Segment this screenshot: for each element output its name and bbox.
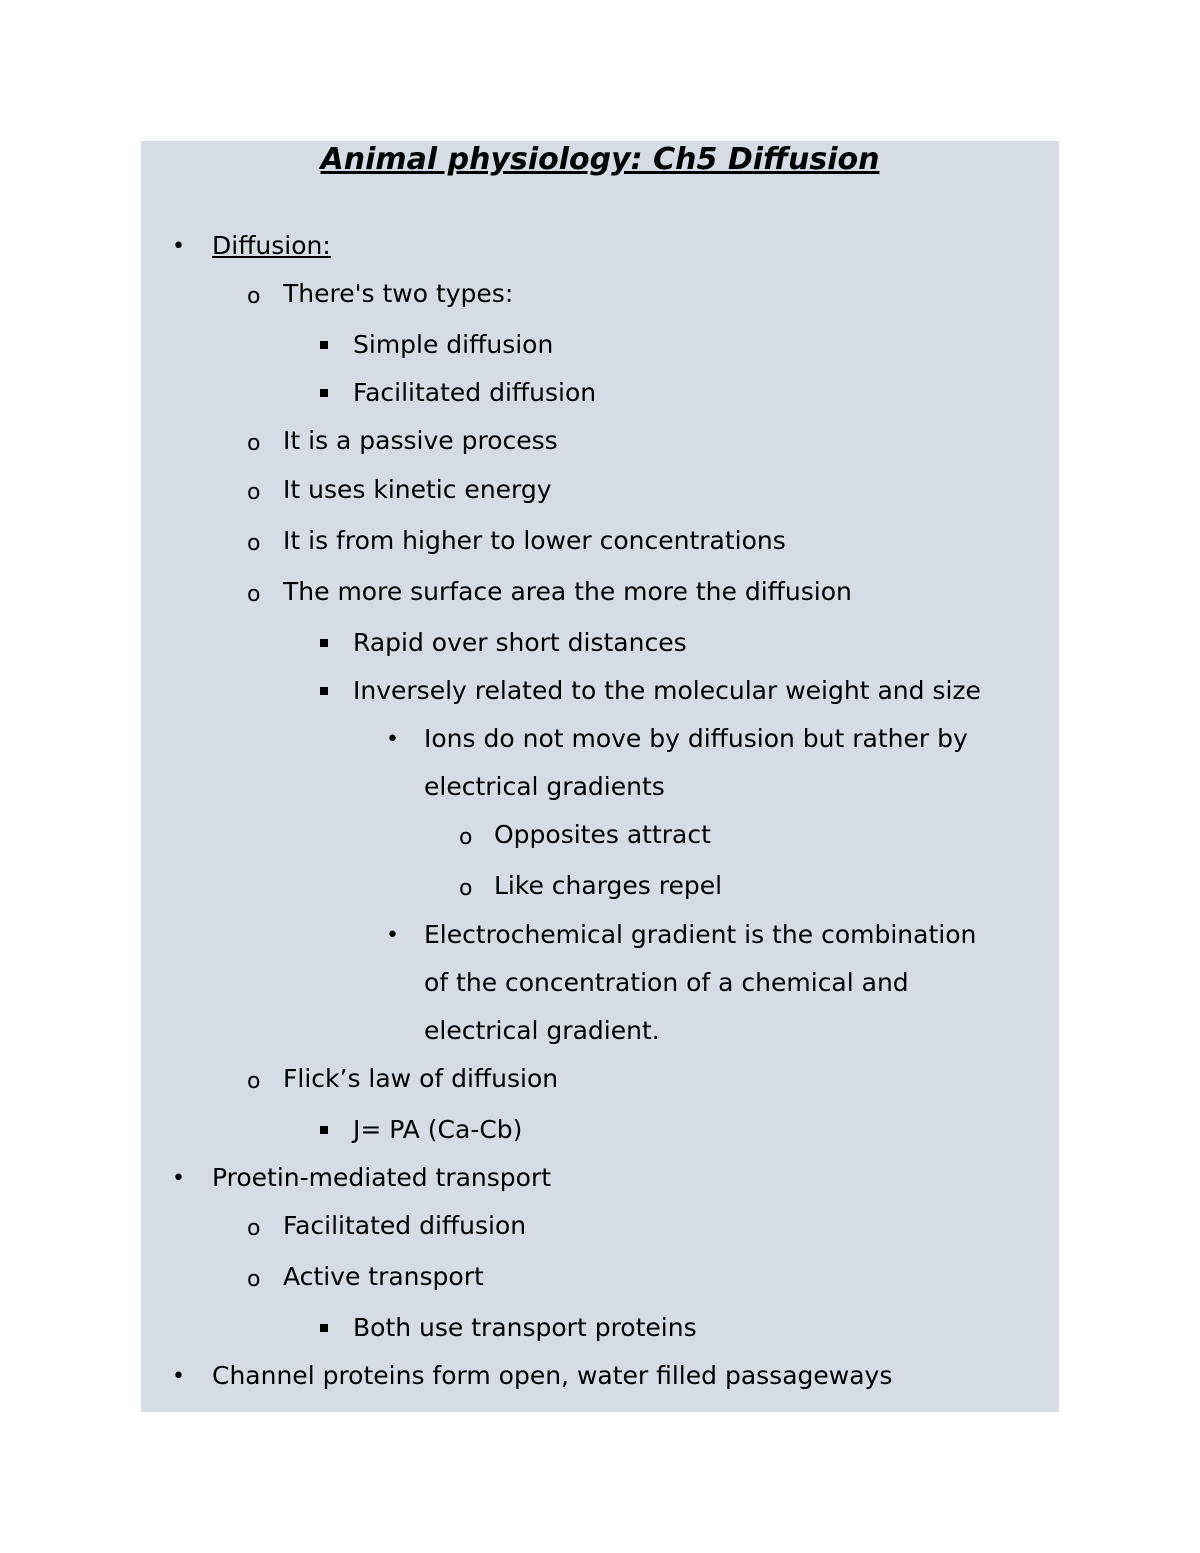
list-item: Ions do not move by diffusion but rather by: [424, 724, 968, 753]
bullet-square: [320, 1126, 328, 1134]
bullet-circle: o: [459, 876, 473, 901]
list-item: Active transport: [283, 1262, 484, 1291]
bullet-dot: •: [172, 1364, 185, 1389]
bullet-circle: o: [247, 1069, 261, 1094]
list-item: Opposites attract: [494, 820, 711, 849]
bullet-square: [320, 1324, 328, 1332]
list-item: Facilitated diffusion: [353, 378, 597, 407]
bullet-dot: •: [386, 923, 399, 948]
list-item: Electrochemical gradient is the combination: [424, 920, 977, 949]
list-item: There's two types:: [283, 279, 514, 308]
bullet-dot: •: [172, 234, 185, 259]
bullet-circle: o: [247, 1216, 261, 1241]
bullet-circle: o: [247, 531, 261, 556]
list-item: Like charges repel: [494, 871, 723, 900]
bullet-circle: o: [459, 825, 473, 850]
list-item: J= PA (Ca-Cb): [353, 1115, 523, 1144]
bullet-circle: o: [247, 1267, 261, 1292]
bullet-square: [320, 389, 328, 397]
list-item-continuation: of the concentration of a chemical and: [424, 968, 909, 997]
list-item: Flick’s law of diffusion: [283, 1064, 559, 1093]
bullet-square: [320, 639, 328, 647]
bullet-circle: o: [247, 582, 261, 607]
list-item-continuation: electrical gradients: [424, 772, 665, 801]
list-item: It is from higher to lower concentrations: [283, 526, 786, 555]
list-item: Simple diffusion: [353, 330, 554, 359]
list-item: It uses kinetic energy: [283, 475, 552, 504]
list-item: Proetin-mediated transport: [212, 1163, 552, 1192]
bullet-circle: o: [247, 480, 261, 505]
list-item: Inversely related to the molecular weight and size: [353, 676, 981, 705]
list-item-continuation: electrical gradient.: [424, 1016, 660, 1045]
list-item-diffusion: Diffusion:: [212, 231, 331, 260]
list-item: The more surface area the more the diffusion: [283, 577, 852, 606]
list-item: Channel proteins form open, water filled passageways: [212, 1361, 893, 1390]
list-item: Rapid over short distances: [353, 628, 687, 657]
list-item: Both use transport proteins: [353, 1313, 697, 1342]
bullet-circle: o: [247, 284, 261, 309]
bullet-dot: •: [172, 1166, 185, 1191]
bullet-square: [320, 341, 328, 349]
bullet-dot: •: [386, 727, 399, 752]
page-title: Animal physiology: Ch5 Diffusion: [320, 142, 880, 177]
bullet-square: [320, 687, 328, 695]
bullet-circle: o: [247, 431, 261, 456]
list-item: Facilitated diffusion: [283, 1211, 527, 1240]
list-item: It is a passive process: [283, 426, 558, 455]
